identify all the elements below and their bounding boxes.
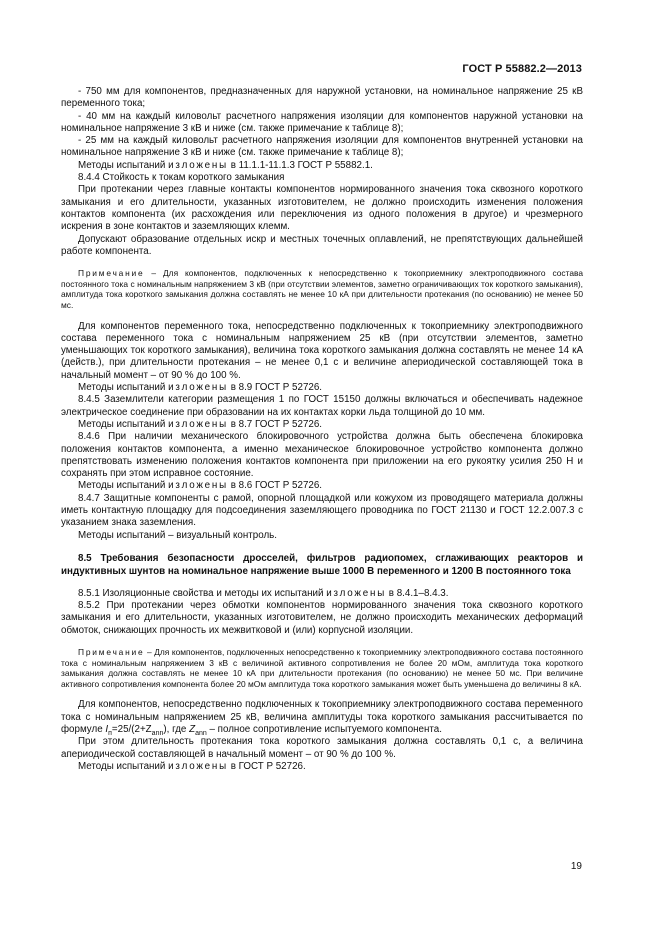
test-methods-line: Методы испытаний изложены в 8.9 ГОСТ Р 52726. [78,382,323,394]
document-id: ГОСТ Р 55882.2—2013 [462,63,582,75]
note: Примечание – Для компонентов, подключенных непосредственно к токоприемнику электроподвижного состава постоянного тока с номинальным напряжением 3 кВ с величиной активного сопротивления не более 20 мОм, амплитуда тока короткого замыкания должна составлять не менее 10 кА при длительности протекания (по основанию) не менее 50 мс. При величине активного сопротивления компонента более 20 мОм амплитуда тока короткого замыкания может быть уменьшена до величины 8 кА. [61,647,583,689]
paragraph: 8.5.2 При протекании через обмотки компонентов нормированного значения тока сквозного короткого замыкания и его длительности, указанных изготовителем, не должно происходить механических деформаций обмоток, снижающих прочность их межвитковой и (или) корпусной изоляции. [61,600,583,636]
paragraph: Допускают образование отдельных искр и местных точечных оплавлений, не препятствующих дальнейшей работе компонента. [61,233,583,257]
test-methods-line: Методы испытаний изложены в 8.6 ГОСТ Р 52726. [78,480,323,492]
paragraph: При этом длительность протекания тока короткого замыкания должна составлять 0,1 с, а величина апериодической составляющей в начальный момент – от 90 % до 100 %. [61,736,583,760]
paragraph: 8.4.7 Защитные компоненты с рамой, опорной площадкой или кожухом из проводящего материала должны иметь контактную площадку для подсоединения заземляющего проводника по ГОСТ 21130 и ГОСТ 12.2.007.3 с указанием знака заземления. [61,492,583,529]
document-body [61,86,583,773]
paragraph: - 40 мм на каждый киловольт расчетного напряжения изоляции для компонентов наружной установки на номинальное напряжение 3 кВ и ниже (см. также примечание к таблице 8); [61,110,583,134]
section-heading: 8.4.4 Стойкость к токам короткого замыкания [78,172,285,184]
paragraph: Для компонентов переменного тока, непосредственно подключенных к токоприемнику электроподвижного состава переменного тока с номинальным напряжением 25 кВ (при отсутствии элементов, заметно уменьшающих ток короткого замыкания), величина тока короткого замыкания должна составлять не менее 14 кА (действ.), при длительности протекания – не менее 0,1 с и величине апериодической составляющей тока в начальный момент – от 90 % до 100 %. [61,320,583,381]
paragraph: При протекании через главные контакты компонентов нормированного значения тока сквозного короткого замыкания и его длительности, указанных изготовителем, не должно происходить изменения положения контактов компонента (их расхождения или переключения из одного положения в другое) и чрезмерного искрения в зоне контактов и заземляющих клемм. [61,184,583,233]
paragraph: - 750 мм для компонентов, предназначенных для наружной установки, на номинальное напряжение 25 кВ переменного тока; [61,86,583,110]
paragraph: Методы испытаний – визуальный контроль. [78,529,278,541]
formula-paragraph: Для компонентов, непосредственно подключенных к токоприемнику электроподвижного состава переменного тока с номинальным напряжением 25 кВ, величина амплитуды тока короткого замыкания рассчитывается по формуле $I_п=25/(2+Z_{ann})$, где $Z_{ann}$ – полное сопротивление испытуемого компонента. [61,699,583,737]
page-number: 19 [570,861,582,872]
paragraph: 8.4.6 При наличии механического блокировочного устройства должна быть обеспечена блокировка положения контактов компонента, а именно механическое блокировочное устройство компонента должно препятствовать изменению положения контактов компонента при приложении на его рукоятку усилия 250 Н и сохранять при этом исправное состояние. [61,431,583,480]
section-heading-8-5: 8.5 Требования безопасности дросселей, фильтров радиопомех, сглаживающих реакторов и индуктивных шунтов на номинальное напряжение выше 1000 В переменного и 1200 В постоянного тока [61,552,583,577]
note: Примечание – Для компонентов, подключенных к непосредственно к токоприемнику электроподвижного состава постоянного тока с номинальным напряжением 3 кВ (при отсутствии элементов, заметно ограничивающих ток короткого замыкания), амплитуда тока короткого замыкания должна составлять не менее 10 кА при длительности протекания (по основанию) не менее 50 мс. [61,268,583,310]
paragraph: 8.4.5 Заземлители категории размещения 1 по ГОСТ 15150 должны включаться и обеспечивать надежное электрическое соединение при образовании на их контактах корки льда толщиной до 10 мм. [61,394,583,418]
test-methods-line: Методы испытаний изложены в ГОСТ Р 52726. [78,760,306,772]
test-methods-line: Методы испытаний изложены в 8.7 ГОСТ Р 52726. [78,418,323,430]
paragraph: 8.5.1 Изоляционные свойства и методы их испытаний изложены в 8.4.1–8.4.3. [78,587,449,599]
paragraph: - 25 мм на каждый киловольт расчетного напряжения изоляции для компонентов внутренней установки на номинальное напряжение 3 кВ и ниже (см. также примечание к таблице 8); [61,135,583,159]
test-methods-line: Методы испытаний изложены в 11.1.1-11.1.3 ГОСТ Р 55882.1. [78,159,373,171]
